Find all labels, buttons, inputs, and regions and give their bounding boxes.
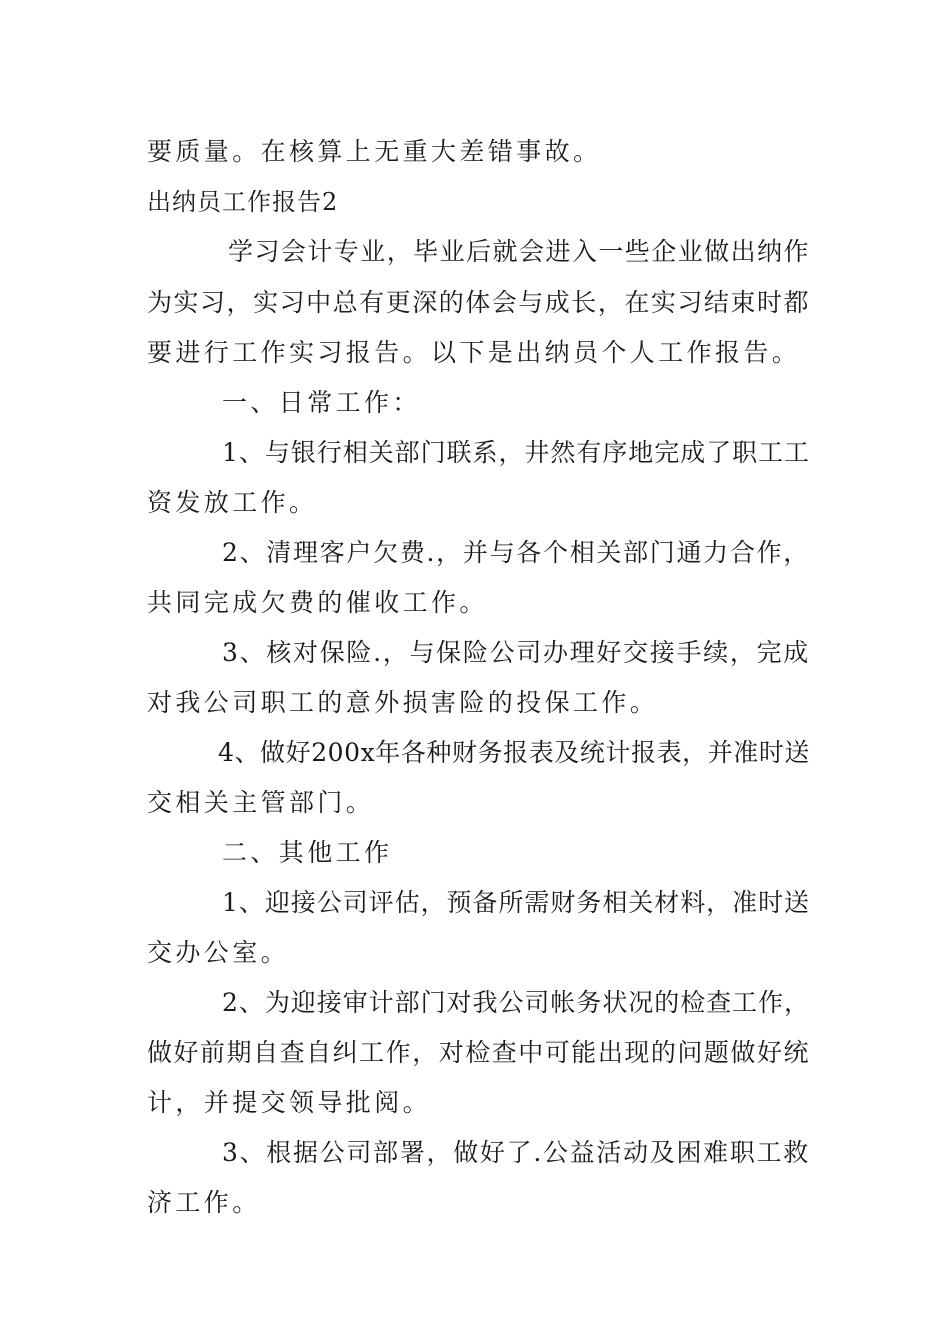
- text-line: 交办公室。: [147, 938, 290, 967]
- text-line: 计，并提交领导批阅。: [147, 1088, 432, 1117]
- text-line: 1、与银行相关部门联系，井然有序地完成了职工工: [222, 438, 810, 467]
- text-line: 要质量。在核算上无重大差错事故。: [147, 137, 602, 166]
- text-line: 资发放工作。: [147, 488, 318, 517]
- section-title: 出纳员工作报告2: [147, 188, 339, 216]
- text-line: 做好前期自查自纠工作，对检查中可能出现的问题做好统: [147, 1038, 810, 1067]
- text-line: 2、为迎接审计部门对我公司帐务状况的检查工作，: [222, 988, 810, 1017]
- text-line: 为实习，实习中总有更深的体会与成长，在实习结束时都: [147, 288, 810, 317]
- text-line: 4、做好200x年各种财务报表及统计报表，并准时送: [218, 738, 810, 767]
- text-line: 济工作。: [147, 1188, 261, 1217]
- text-line: 2、清理客户欠费.，并与各个相关部门通力合作，: [222, 538, 810, 567]
- text-line: 对我公司职工的意外损害险的投保工作。: [147, 688, 659, 717]
- text-line: 要进行工作实习报告。以下是出纳员个人工作报告。: [147, 338, 801, 367]
- text-line: 交相关主管部门。: [147, 788, 375, 817]
- section-heading: 二、其他工作: [222, 838, 393, 867]
- section-heading: 一、日常工作：: [222, 388, 421, 417]
- text-line: 3、根据公司部署，做好了.公益活动及困难职工救: [222, 1138, 810, 1167]
- text-line: 学习会计专业，毕业后就会进入一些企业做出纳作: [228, 237, 810, 266]
- text-line: 共同完成欠费的催收工作。: [147, 588, 488, 617]
- text-line: 3、核对保险.，与保险公司办理好交接手续，完成: [222, 638, 810, 667]
- text-line: 1、迎接公司评估，预备所需财务相关材料，准时送: [222, 888, 810, 917]
